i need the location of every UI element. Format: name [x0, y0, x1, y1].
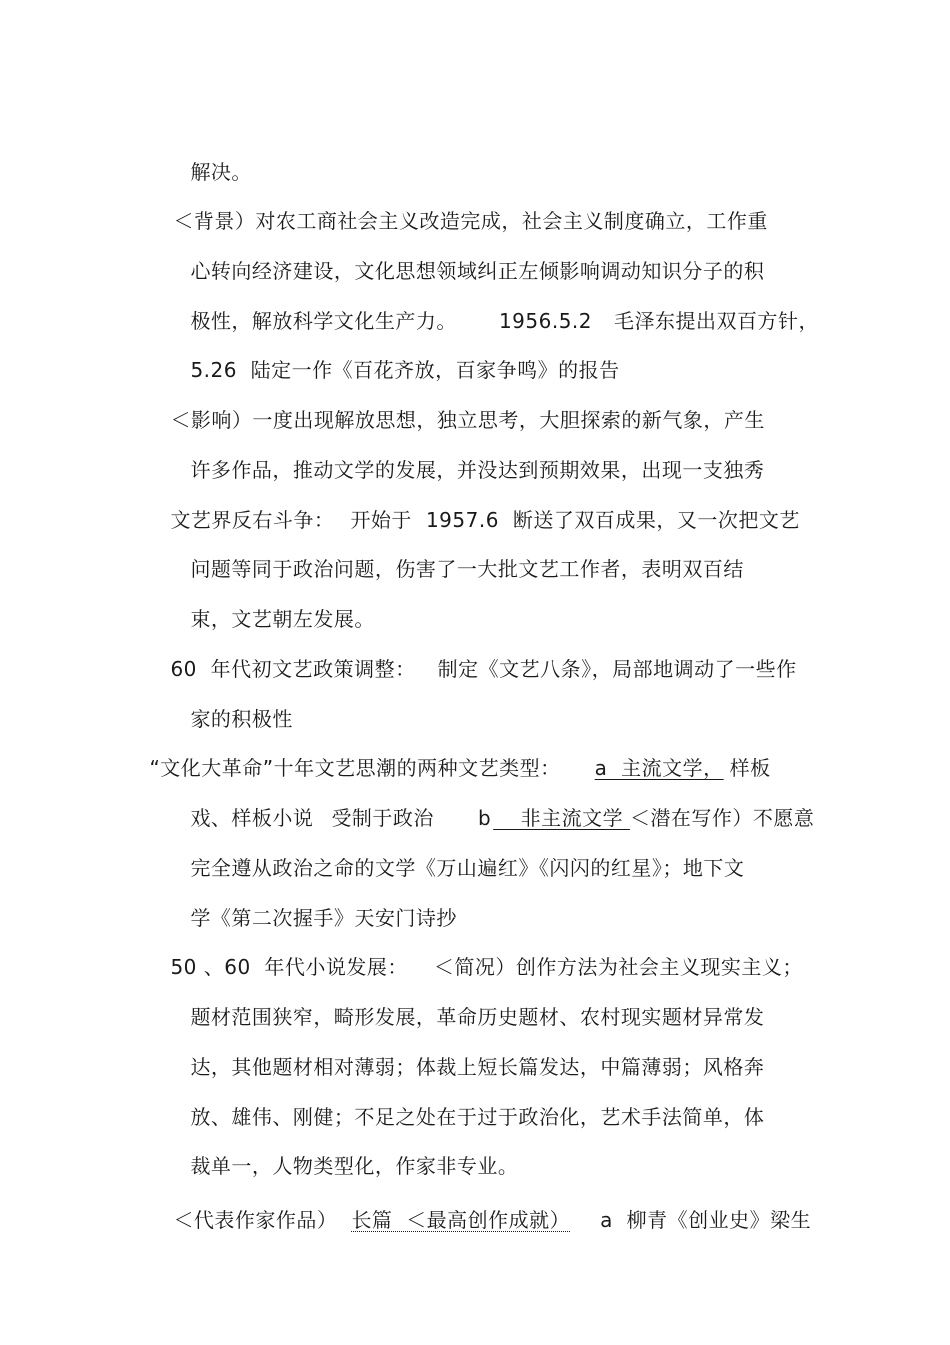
text-segment: 学《第二次握手》天安门诗抄	[190, 906, 457, 930]
text-segment: 心转向经济建设，文化思想领域纠正左倾影响调动知识分子的积	[190, 259, 765, 283]
heading-text: 60 年代初文艺政策调整：	[170, 657, 416, 681]
date-text: 1957.6	[425, 508, 499, 532]
underlined-term: 长篇 ＜最高创作成就）	[351, 1208, 571, 1232]
text-segment: 断送了双百成果，又一次把文艺	[512, 508, 800, 532]
text-segment: a 柳青《创业史》梁生	[600, 1208, 812, 1232]
text-segment: 5.26 陆定一作《百花齐放，百家争鸣》的报告	[190, 358, 620, 382]
text-segment: ＜影响）一度出现解放思想，独立思考，大胆探索的新气象，产生	[170, 408, 765, 432]
text-segment: b	[477, 806, 492, 830]
date-text: 1956.5.2	[498, 309, 592, 333]
text-segment: 问题等同于政治问题，伤害了一大批文艺工作者，表明双百结	[190, 557, 744, 581]
heading-text: 文艺界反右斗争：	[170, 508, 335, 532]
text-segment: 许多作品，推动文学的发展，并没达到预期效果，出现一支独秀	[190, 458, 765, 482]
underlined-term: a 主流文学，	[594, 756, 724, 780]
text-segment: 放、雄伟、刚健；不足之处在于过于政治化，艺术手法简单，体	[190, 1105, 765, 1129]
underlined-term: 非主流文学	[493, 806, 630, 830]
text-segment: ＜简况）创作方法为社会主义现实主义；	[433, 955, 803, 979]
text-segment: 束，文艺朝左发展。	[190, 607, 375, 631]
text-segment: 受制于政治	[331, 806, 434, 830]
text-segment: 极性，解放科学文化生产力。	[190, 309, 457, 333]
heading-text: “文化大革命”十年文艺思潮的两种文艺类型：	[149, 756, 561, 780]
text-segment: 毛泽东提出双百方针，	[614, 309, 819, 333]
text-segment: ＜背景）对农工商社会主义改造完成，社会主义制度确立，工作重	[173, 209, 768, 233]
text-segment: ＜潜在写作）不愿意	[629, 806, 815, 830]
text-segment: 解决。	[190, 160, 252, 184]
text-segment: 达，其他题材相对薄弱；体裁上短长篇发达，中篇薄弱；风格奔	[190, 1055, 765, 1079]
text-segment: 样板	[729, 756, 771, 780]
text-line	[146, 1181, 811, 1259]
text-segment: 制定《文艺八条》，局部地调动了一些作	[437, 657, 797, 681]
text-segment: 家的积极性	[190, 707, 293, 731]
text-segment: 完全遵从政治之命的文学《万山遍红》《闪闪的红星》；地下文	[190, 856, 745, 880]
text-segment: 裁单一，人物类型化，作家非专业。	[190, 1154, 519, 1178]
text-segment: 题材范围狭窄，畸形发展，革命历史题材、农村现实题材异常发	[190, 1005, 765, 1029]
heading-text: ＜代表作家作品）	[173, 1208, 338, 1232]
text-segment: 戏、样板小说	[190, 806, 314, 830]
text-segment: 开始于	[350, 508, 412, 532]
heading-text: 50 、60 年代小说发展：	[170, 955, 408, 979]
